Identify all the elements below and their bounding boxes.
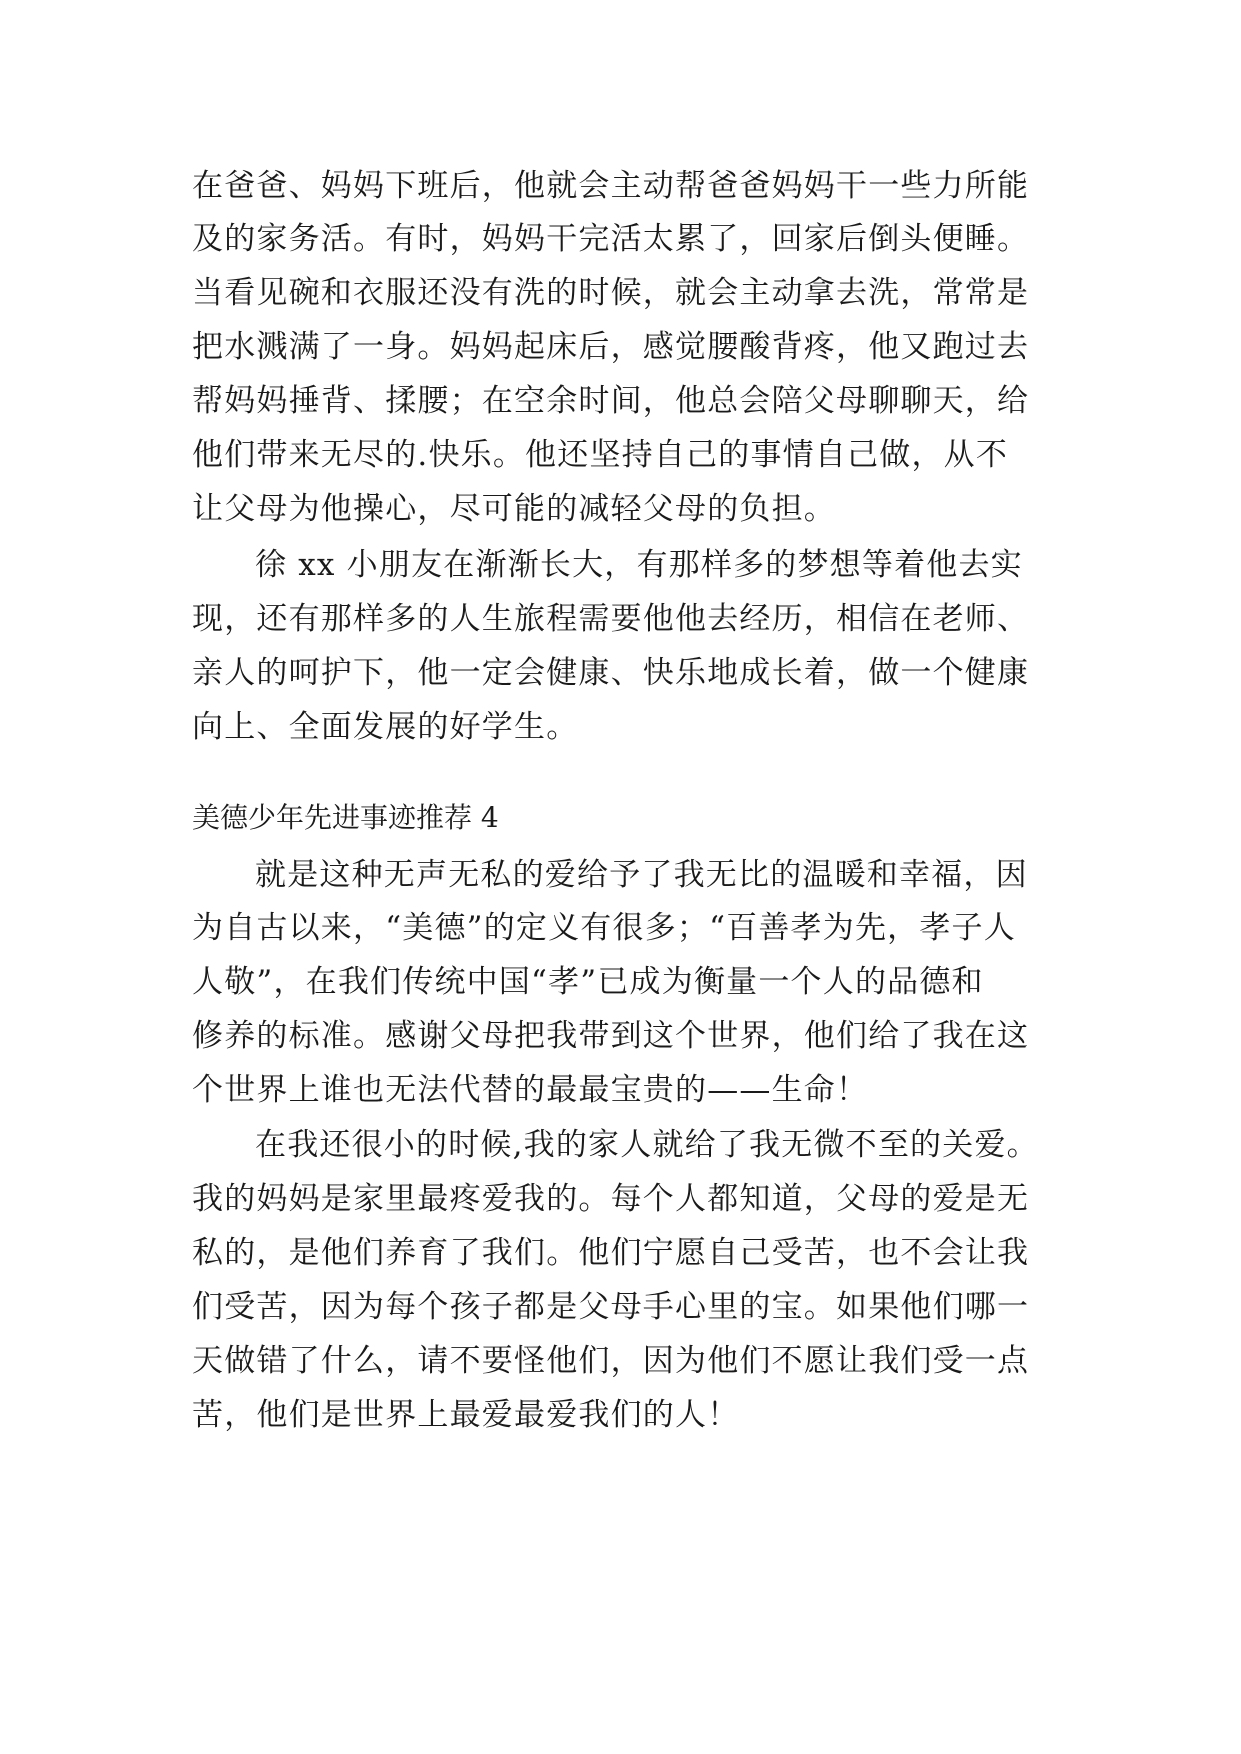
text-line: 及的家务活。有时，妈妈干完活太累了，回家后倒头便睡。 [192, 221, 1030, 257]
text-line: 把水溅满了一身。妈妈起床后，感觉腰酸背疼，他又跑过去 [192, 329, 1030, 365]
text-line: 我的妈妈是家里最疼爱我的。每个人都知道，父母的爱是无 [192, 1181, 1030, 1217]
text-line: 们受苦，因为每个孩子都是父母手心里的宝。如果他们哪一 [192, 1289, 1030, 1325]
text-line: 在爸爸、妈妈下班后，他就会主动帮爸爸妈妈干一些力所能 [192, 168, 1030, 204]
text-line: 个世界上谁也无法代替的最最宝贵的——生命！ [192, 1072, 869, 1108]
text-line: 私的，是他们养育了我们。他们宁愿自己受苦，也不会让我 [192, 1235, 1030, 1271]
text-line-indented: 徐 xx 小朋友在渐渐长大，有那样多的梦想等着他去实 [255, 547, 1023, 583]
section-heading: 美德少年先进事迹推荐 4 [192, 801, 499, 834]
text-line-indented: 就是这种无声无私的爱给予了我无比的温暖和幸福，因 [255, 857, 1028, 893]
text-line: 现，还有那样多的人生旅程需要他他去经历，相信在老师、 [192, 601, 1030, 637]
text-line: 让父母为他操心，尽可能的减轻父母的负担。 [192, 491, 836, 527]
text-line: 亲人的呵护下，他一定会健康、快乐地成长着，做一个健康 [192, 655, 1030, 691]
text-line: 他们带来无尽的.快乐。他还坚持自己的事情自己做，从不 [192, 437, 1009, 473]
text-line: 人敬”，在我们传统中国“孝”已成为衡量一个人的品德和 [192, 964, 984, 1000]
text-line-indented: 在我还很小的时候,我的家人就给了我无微不至的关爱。 [255, 1127, 1039, 1163]
text-line: 帮妈妈捶背、揉腰；在空余时间，他总会陪父母聊聊天，给 [192, 383, 1030, 419]
text-line: 为自古以来，“美德”的定义有很多；“百善孝为先，孝子人 [192, 910, 1016, 946]
text-line: 修养的标准。感谢父母把我带到这个世界，他们给了我在这 [192, 1018, 1030, 1054]
text-line: 苦，他们是世界上最爱最爱我们的人！ [192, 1397, 740, 1433]
text-line: 向上、全面发展的好学生。 [192, 709, 579, 745]
text-line: 当看见碗和衣服还没有洗的时候，就会主动拿去洗，常常是 [192, 275, 1030, 311]
text-line: 天做错了什么，请不要怪他们，因为他们不愿让我们受一点 [192, 1343, 1030, 1379]
